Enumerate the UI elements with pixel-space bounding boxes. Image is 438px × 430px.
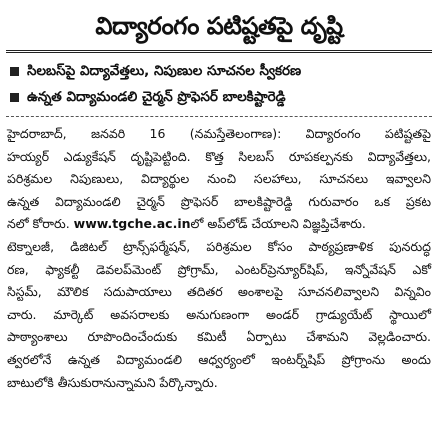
article-line: టెక్నాలజీ, డిజిటల్ ట్రాన్స్‌ఫర్మేషన్, పరిశ్రమల కోసం పాఠ్యప్రణాళిక పునరుద్ధ	[7, 238, 431, 254]
subheading-text: ఉన్నత విద్యామండలి చైర్మన్ ప్రొఫెసర్ బాలకిష్టారెడ్డి	[27, 89, 286, 105]
subheading	[10, 84, 434, 110]
square-bullet-icon	[10, 93, 19, 102]
subheadings	[10, 58, 434, 110]
article-line: చారు. మార్కెట్ అవసరాలకు అనుగుణంగా అండర్ గ్రాడ్యుయేట్ స్థాయిలో	[7, 306, 431, 322]
article-line: త్వరలోనే ఉన్నత విద్యామండలి ఆధ్వర్యంలో ఇంటర్న్‌షిప్ ప్రోగ్రాంను అందు	[7, 351, 431, 367]
article-line: రణ, ఫ్యాకల్టీ డెవలప్‌మెంట్ ప్రోగ్రామ్, ఎంటర్‌ప్రెన్యూర్‌షిప్, ఇన్నోవేషన్ ఎకో	[7, 261, 431, 277]
subheading-text: సిలబస్‌పై విద్యావేత్తలు, నిపుణుల సూచనల స్వీకరణ	[27, 63, 302, 79]
article-line: పాఠ్యాంశాలు రూపొందించేందుకు కమిటీ ఏర్పాటు చేశామని వెల్లడించారు.	[7, 329, 431, 345]
article-line: హయ్యర్ ఎడ్యుకేషన్ దృష్టిపెట్టింది. కొత్త సిలబస్ రూపకల్పనకు విద్యావేత్తలు,	[7, 148, 431, 164]
headline-rule	[6, 50, 432, 53]
article-line: సిస్టమ్, మౌలిక సదుపాయాలు తదితర అంశాలపై సూచనలివ్వాలని విన్నవిం	[7, 284, 431, 300]
article-text: నలో కోరారు.	[7, 216, 74, 232]
section-divider	[6, 116, 432, 117]
article-line: ఉన్నత విద్యామండలి చైర్మన్ ప్రొఫెసర్ బాలకిష్టారెడ్డి గురువారం ఒక ప్రకట	[7, 193, 431, 209]
article-line: బాటులోకి తీసుకురానున్నామని పేర్కొన్నారు.	[7, 374, 218, 390]
article-line: హైదరాబాద్, జనవరి 16 (నమస్తేతెలంగాణ): విద్యారంగం పటిష్టతపై	[7, 126, 431, 141]
subheading	[10, 58, 434, 84]
article-line	[7, 213, 431, 236]
article-text: లో అప్‌లోడ్ చేయాలని విజ్ఞప్తిచేశారు.	[190, 216, 366, 232]
article-line: పరిశ్రమల నిపుణులు, విద్యార్థుల నుంచి సలహాలు, సూచనలు ఇవ్వాలని	[7, 171, 431, 187]
website-link[interactable]: www.tgche.ac.in	[73, 216, 191, 232]
headline: విద్యారంగం పటిష్టతపై దృష్టి	[95, 12, 343, 40]
article-body	[4, 123, 434, 394]
square-bullet-icon	[10, 67, 19, 76]
